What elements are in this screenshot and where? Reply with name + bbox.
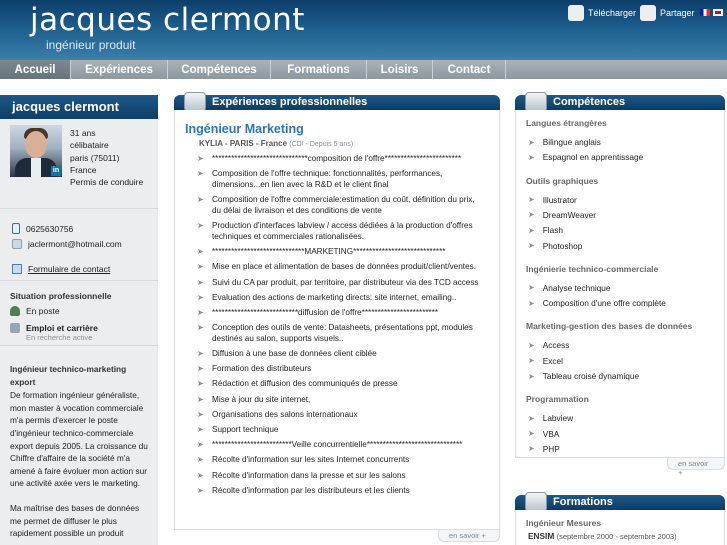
profile-sidebar: [0, 95, 158, 545]
job-title[interactable]: Emploi et carrière: [26, 323, 98, 333]
profile-name: jacques clermont: [0, 95, 158, 119]
competence-item: [528, 195, 577, 205]
phone-row: [12, 223, 73, 234]
formation-detail: [528, 531, 677, 541]
bio-paragraph-2: Ma maîtrise des bases de données me permet de diffuser le plus rapidement possible un produit: [10, 502, 140, 539]
experience-item-text: Organisations des salons internationaux: [212, 409, 358, 419]
contact-form-row[interactable]: [12, 264, 110, 274]
competence-item-text: Labview: [542, 413, 574, 424]
formations-icon: [525, 492, 547, 512]
experience-item-text: Diffusion à une base de données client ciblée: [212, 349, 377, 359]
experience-item: [197, 169, 482, 191]
experience-item-text: Evaluation des actions de marketing directs: site internet, emailing..: [212, 292, 457, 302]
competence-category: Ingénierie technico-commerciale: [526, 263, 659, 274]
formation-title: Ingénieur Mesures: [526, 518, 602, 528]
experience-item: [197, 247, 482, 258]
competence-category: Programmation: [526, 394, 589, 405]
share-icon: [640, 5, 656, 21]
arrow-bullet-icon: ➤: [197, 470, 204, 480]
arrow-bullet-icon: ➤: [528, 137, 535, 147]
french-flag-icon[interactable]: [700, 9, 710, 16]
job-row[interactable]: [10, 323, 98, 343]
company-name: KYLIA - PARIS - France: [199, 139, 288, 148]
experience-item-text: Composition de l'offre technique: fonctionnalités, performances, dimensions...en lien avec la R&D et le client final: [212, 169, 443, 189]
competences-section-title: Compétences: [553, 96, 626, 108]
fact-license: Permis de conduire: [70, 177, 144, 188]
competence-category: Outils graphiques: [526, 175, 599, 186]
competence-item-text: Bilingue anglais: [542, 137, 601, 147]
competence-item-text: Access: [542, 340, 570, 351]
competence-item: [528, 283, 611, 293]
experience-panel: [174, 110, 500, 530]
experience-item-text: Récolte d'information dans la presse et sur les salons: [212, 470, 406, 480]
arrow-bullet-icon: ➤: [528, 195, 535, 205]
profile-facts: [70, 127, 143, 188]
experience-item-text: Conception des outils de vente: Datasheets, présentations ppt, modules destinés au salon, supports visuels..: [212, 323, 473, 343]
experience-item-text: Support technique: [212, 425, 279, 434]
experience-item-text: Suivi du CA par produit, par territoire, par distributeur via des TCD access: [212, 277, 479, 287]
arrow-bullet-icon: ➤: [197, 455, 204, 465]
arrow-bullet-icon: ➤: [197, 485, 204, 495]
competence-item: [528, 371, 639, 381]
fact-age: 31 ans: [70, 128, 96, 138]
arrow-bullet-icon: ➤: [528, 298, 535, 308]
formation-dates: (septembre 2000 - septembre 2003): [556, 532, 677, 541]
arrow-bullet-icon: ➤: [197, 349, 204, 359]
formations-section-title: Formations: [553, 496, 613, 508]
experience-item-text: Formation des distributeurs: [212, 364, 312, 374]
arrow-bullet-icon: ➤: [528, 340, 535, 350]
experience-item: [197, 410, 482, 421]
nav-loisirs[interactable]: Loisirs: [367, 60, 433, 79]
experience-item: [197, 278, 482, 289]
share-label: Partager: [660, 8, 695, 18]
contact-form-link[interactable]: Formulaire de contact: [28, 264, 111, 274]
bio: [10, 363, 150, 545]
arrow-bullet-icon: ➤: [197, 247, 204, 257]
arrow-bullet-icon: ➤: [528, 210, 535, 220]
situation-title: Situation professionnelle: [10, 291, 112, 301]
competence-category: Langues étrangères: [526, 118, 607, 128]
arrow-bullet-icon: ➤: [528, 356, 535, 366]
arrow-bullet-icon: ➤: [197, 277, 204, 287]
experience-icon: [184, 92, 206, 112]
competences-more-link[interactable]: en savoir +: [667, 458, 725, 470]
experience-item-text: Composition de l'offre commerciale:estimation du coût, définition du prix, du délai de livraison et des conditions de vente: [212, 195, 475, 215]
share-link[interactable]: [640, 5, 695, 21]
experience-item-text: *************************Veille concurrentielle******************************: [212, 440, 463, 450]
arrow-bullet-icon: ➤: [197, 364, 204, 374]
arrow-bullet-icon: ➤: [528, 152, 535, 162]
english-flag-icon[interactable]: [713, 9, 723, 16]
competence-item: [528, 356, 563, 366]
formations-header: [515, 495, 725, 510]
header: [0, 0, 727, 60]
download-label: Télécharger: [588, 8, 637, 18]
arrow-bullet-icon: ➤: [197, 394, 204, 404]
arrow-bullet-icon: ➤: [197, 154, 204, 163]
phone-number: 0625630756: [26, 223, 74, 234]
experience-item: [197, 455, 482, 466]
avatar: [10, 125, 62, 177]
arrow-bullet-icon: ➤: [528, 444, 535, 454]
competence-item-text: Composition d'une offre complète: [542, 298, 666, 309]
experience-item-text: Mise en place et alimentation de bases de données produit/client/ventes.: [212, 262, 476, 272]
arrow-bullet-icon: ➤: [197, 292, 204, 302]
experience-item-text: Mise à jour du site internet,: [212, 394, 311, 404]
experience-item: [197, 308, 482, 319]
experience-item-text: Production d'interfaces labview / access dédiées à la production d'offres techniques et commerciales rationalisées.: [212, 221, 473, 241]
fact-status: célibataire: [70, 140, 109, 151]
arrow-bullet-icon: ➤: [197, 169, 204, 179]
competence-item-text: Flash: [542, 225, 563, 236]
arrow-bullet-icon: ➤: [528, 371, 535, 381]
experience-list: [197, 154, 482, 501]
fact-city: paris (75011): [70, 152, 120, 163]
competence-item: [528, 241, 582, 251]
contact-block: [0, 209, 158, 281]
experience-item: [197, 471, 482, 482]
competence-item: [528, 340, 569, 350]
language-flags: [700, 9, 723, 16]
competence-item-text: Analyse technique: [542, 282, 611, 293]
experience-job-title: Ingénieur Marketing: [185, 122, 304, 136]
situation-block: [0, 281, 158, 346]
competence-item-text: Photoshop: [542, 240, 583, 251]
experience-item-text: ******************************composition de l'offre************************: [212, 154, 462, 163]
arrow-bullet-icon: ➤: [197, 440, 204, 450]
arrow-bullet-icon: ➤: [528, 225, 535, 235]
situation-row: [10, 306, 60, 316]
main-nav: [0, 60, 727, 79]
profile-summary: [0, 95, 158, 209]
experience-item: [197, 293, 482, 304]
experience-item: [197, 349, 482, 360]
experience-item: [197, 262, 482, 273]
experience-header: [174, 95, 500, 110]
arrow-bullet-icon: ➤: [197, 323, 204, 333]
experience-item-text: Récolte d'information par les distributeurs et les clients: [212, 485, 410, 495]
competence-item-text: DreamWeaver: [542, 209, 597, 220]
competence-item-text: Excel: [542, 355, 563, 366]
job-sub: En recherche active: [26, 333, 93, 342]
experience-item: [197, 195, 482, 217]
competence-item: [528, 225, 563, 235]
nav-competences[interactable]: Compétences: [168, 60, 271, 79]
nav-accueil[interactable]: Accueil: [0, 60, 71, 79]
competence-item: [528, 152, 643, 162]
mail-icon: [12, 239, 22, 249]
experience-company: [199, 139, 353, 148]
arrow-bullet-icon: ➤: [197, 195, 204, 205]
briefcase-icon: [10, 323, 20, 333]
person-icon: [10, 306, 20, 316]
arrow-bullet-icon: ➤: [528, 283, 535, 293]
bio-title: Ingénieur technico-marketing export: [10, 364, 127, 387]
nav-formations[interactable]: Formations: [271, 60, 367, 79]
experience-item: [197, 364, 482, 375]
competence-item: [528, 298, 666, 308]
competence-item-text: VBA: [542, 428, 560, 439]
arrow-bullet-icon: ➤: [197, 379, 204, 389]
competence-item: [528, 210, 596, 220]
arrow-bullet-icon: ➤: [197, 262, 204, 272]
competences-icon: [525, 92, 547, 112]
formation-school: ENSIM: [528, 531, 555, 541]
arrow-bullet-icon: ➤: [197, 409, 204, 419]
experience-more-link[interactable]: en savoir +: [438, 530, 500, 542]
download-icon: [568, 5, 584, 21]
phone-icon: [12, 223, 20, 234]
experience-item: [197, 323, 482, 345]
experience-item: [197, 379, 482, 390]
experience-item: [197, 154, 482, 165]
nav-contact[interactable]: Contact: [433, 60, 506, 79]
experience-item-text: *****************************MARKETING*****************************: [212, 247, 446, 257]
competence-item: [528, 444, 560, 454]
bio-paragraph-1: De formation ingénieur généraliste, mon master à vocation commerciale m'a permis d'exercer le poste d'ingénieur technico-commerciale export depuis 2005. La croissance du Chiffre d'affaire de la société m'a amené à faire évoluer mon action sur une activité axée vers le marketing.: [10, 390, 148, 489]
competence-item: [528, 429, 559, 439]
arrow-bullet-icon: ➤: [197, 425, 204, 434]
form-icon: [12, 264, 22, 274]
experience-item-text: Récolte d'information sur les sites Internet concurrents: [212, 455, 410, 465]
arrow-bullet-icon: ➤: [197, 221, 204, 231]
email-row[interactable]: [12, 239, 122, 249]
arrow-bullet-icon: ➤: [528, 241, 535, 250]
arrow-bullet-icon: ➤: [528, 413, 535, 423]
competences-panel: [515, 110, 725, 458]
competence-item: [528, 413, 573, 423]
company-duration: (CDI - Depuis 5 ans): [289, 141, 354, 148]
experience-item: [197, 440, 482, 451]
experience-item: [197, 425, 482, 436]
linkedin-icon[interactable]: in: [52, 167, 60, 174]
competence-item-text: Tableau croisé dynamique: [542, 371, 640, 381]
experience-item-text: Rédaction et diffusion des communiqués de presse: [212, 379, 398, 389]
experience-section-title: Expériences professionnelles: [212, 96, 368, 108]
site-title[interactable]: jacques clermont: [30, 2, 305, 38]
experience-item-text: ***************************diffusion de l'offre************************: [212, 307, 439, 317]
experience-item: [197, 221, 482, 243]
competence-category: Marketing-gestion des bases de données: [526, 321, 693, 332]
nav-experiences[interactable]: Expériences: [71, 60, 168, 79]
arrow-bullet-icon: ➤: [197, 307, 204, 317]
competence-item: [528, 137, 601, 147]
experience-item: [197, 486, 482, 497]
experience-item: [197, 395, 482, 406]
competence-item-text: Illustrator: [542, 194, 577, 205]
formations-panel: [515, 510, 725, 545]
site-subtitle: ingénieur produit: [46, 38, 136, 52]
situation-value: En poste: [26, 306, 60, 316]
arrow-bullet-icon: ➤: [528, 429, 535, 439]
competence-item-text: PHP: [542, 443, 560, 454]
competence-item-text: Espagnol en apprentissage: [542, 152, 644, 163]
email-address[interactable]: jaclermont@hotmail.com: [28, 239, 122, 249]
competences-header: [515, 95, 725, 110]
download-link[interactable]: [568, 5, 636, 21]
fact-country: France: [70, 164, 97, 175]
